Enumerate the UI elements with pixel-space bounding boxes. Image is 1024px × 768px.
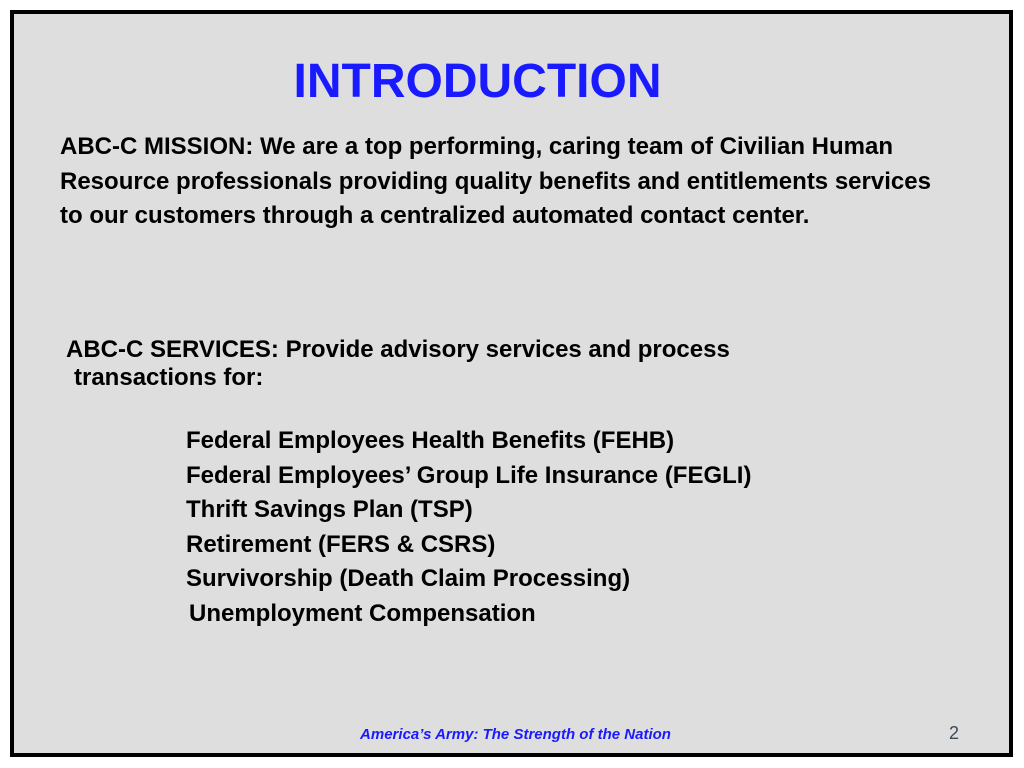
- list-item: Federal Employees Health Benefits (FEHB): [186, 427, 675, 454]
- slide-title-text: INTRODUCTION: [293, 55, 662, 108]
- slide-title: [14, 55, 1009, 108]
- page-number: 2: [948, 723, 959, 743]
- list-item: Thrift Savings Plan (TSP): [186, 496, 473, 523]
- services-intro-line1: ABC-C SERVICES: Provide advisory services and process: [66, 336, 730, 363]
- mission-paragraph: ABC-C MISSION: We are a top performing, caring team of Civilian Human Resource professionals providing quality benefits and entitlements services to our customers through a centralized automated contact center.: [60, 133, 931, 229]
- footer-tagline-text: America’s Army: The Strength of the Nation: [360, 726, 671, 743]
- list-item: Unemployment Compensation: [189, 599, 536, 627]
- list-item: Retirement (FERS & CSRS): [186, 530, 496, 558]
- slide: [10, 10, 1013, 757]
- list-item: Survivorship (Death Claim Processing): [186, 565, 631, 592]
- services-intro-line2: transactions for:: [74, 364, 264, 391]
- services-list: [186, 424, 751, 631]
- list-item: Federal Employees’ Group Life Insurance (FEGLI): [186, 461, 752, 489]
- services-intro: [66, 336, 926, 392]
- footer-tagline: [14, 726, 1009, 743]
